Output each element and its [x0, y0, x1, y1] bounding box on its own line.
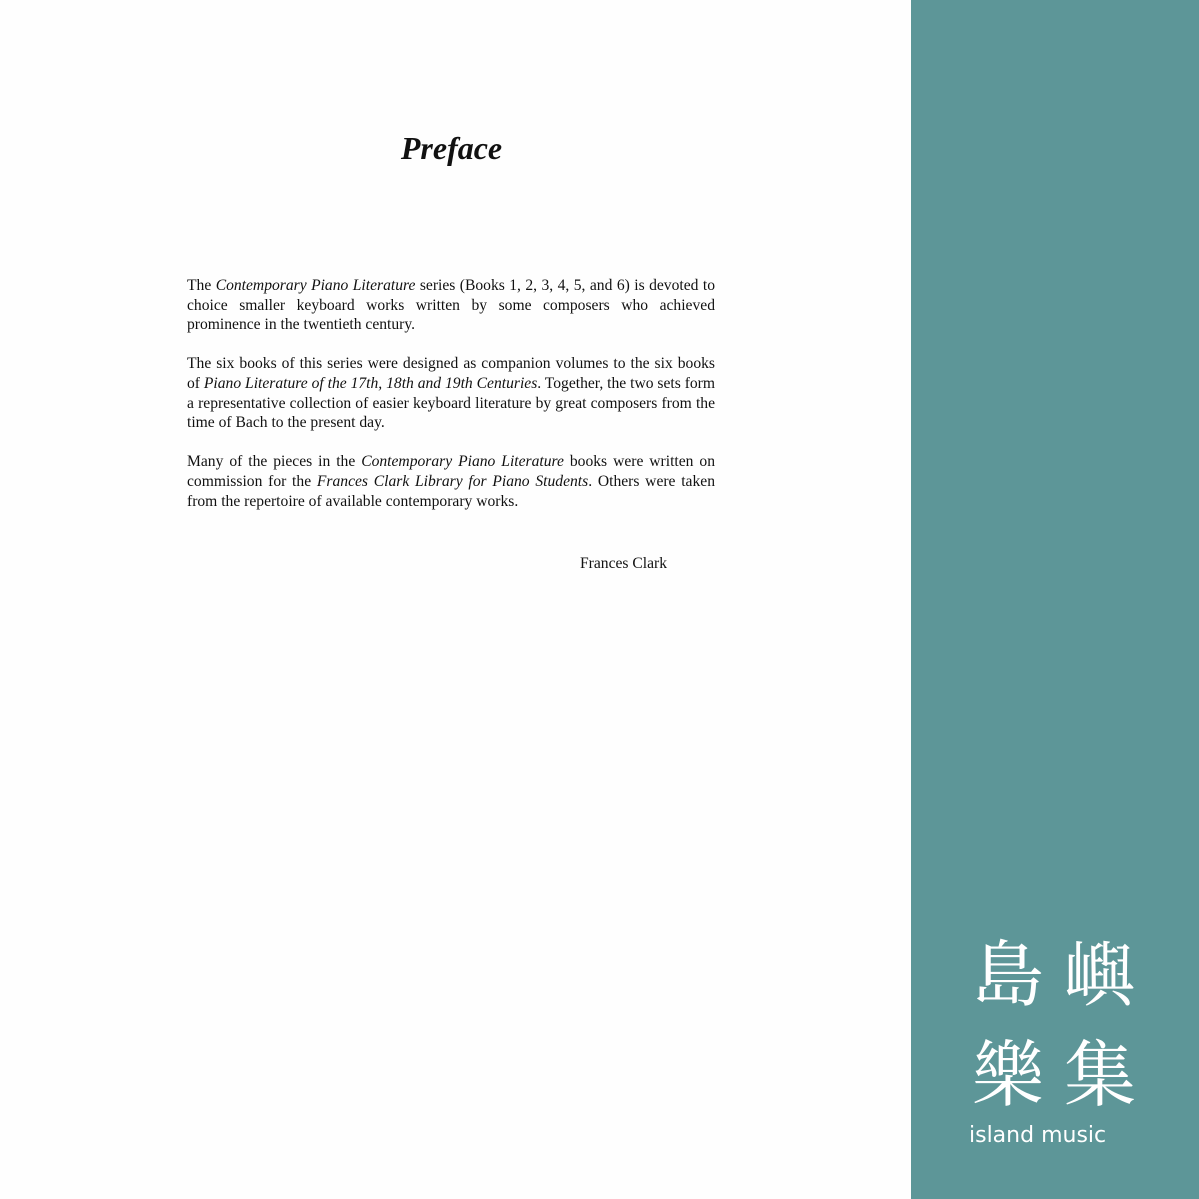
logo-char: 集: [1063, 1033, 1136, 1117]
logo-char: 樂: [971, 1033, 1044, 1117]
preface-body: [187, 276, 715, 531]
page-title: Preface: [400, 130, 503, 166]
logo-char: 嶼: [1063, 933, 1136, 1017]
logo-english: island music: [969, 1123, 1107, 1148]
brand-sidebar: [911, 0, 1199, 1199]
paragraph-1: [187, 276, 715, 335]
paragraph-text: The six books of this series were designed as companion volumes to the six books of: [187, 355, 715, 392]
paragraph-text: The: [187, 277, 216, 294]
paragraph-text: series (Books 1, 2, 3, 4, 5, and 6) is devoted to choice smaller keyboard works written by some composers who achieved prominence in the twentieth century.: [187, 277, 715, 334]
paragraph-text: Many of the pieces in the: [187, 453, 362, 471]
italic-title-text: Contemporary Piano Literature: [361, 453, 564, 471]
italic-title-text: Piano Literature of the 17th, 18th and 19th Centuries: [203, 374, 538, 392]
paragraph-3: [187, 452, 715, 511]
italic-title-text: Frances Clark Library for Piano Students: [316, 472, 589, 490]
paragraph-text: books were written on commission for the: [187, 453, 715, 490]
logo-char: 島: [971, 933, 1044, 1017]
paragraph-text: . Others were taken from the repertoire of available contemporary works.: [187, 472, 715, 510]
italic-title-text: Contemporary Piano Literature: [215, 277, 416, 294]
paragraph-text: . Together, the two sets form a representative collection of easier keyboard literature by great composers from the time of Bach to the present day.: [187, 374, 716, 432]
signature: Frances Clark: [580, 555, 668, 572]
paragraph-2: [187, 354, 715, 432]
